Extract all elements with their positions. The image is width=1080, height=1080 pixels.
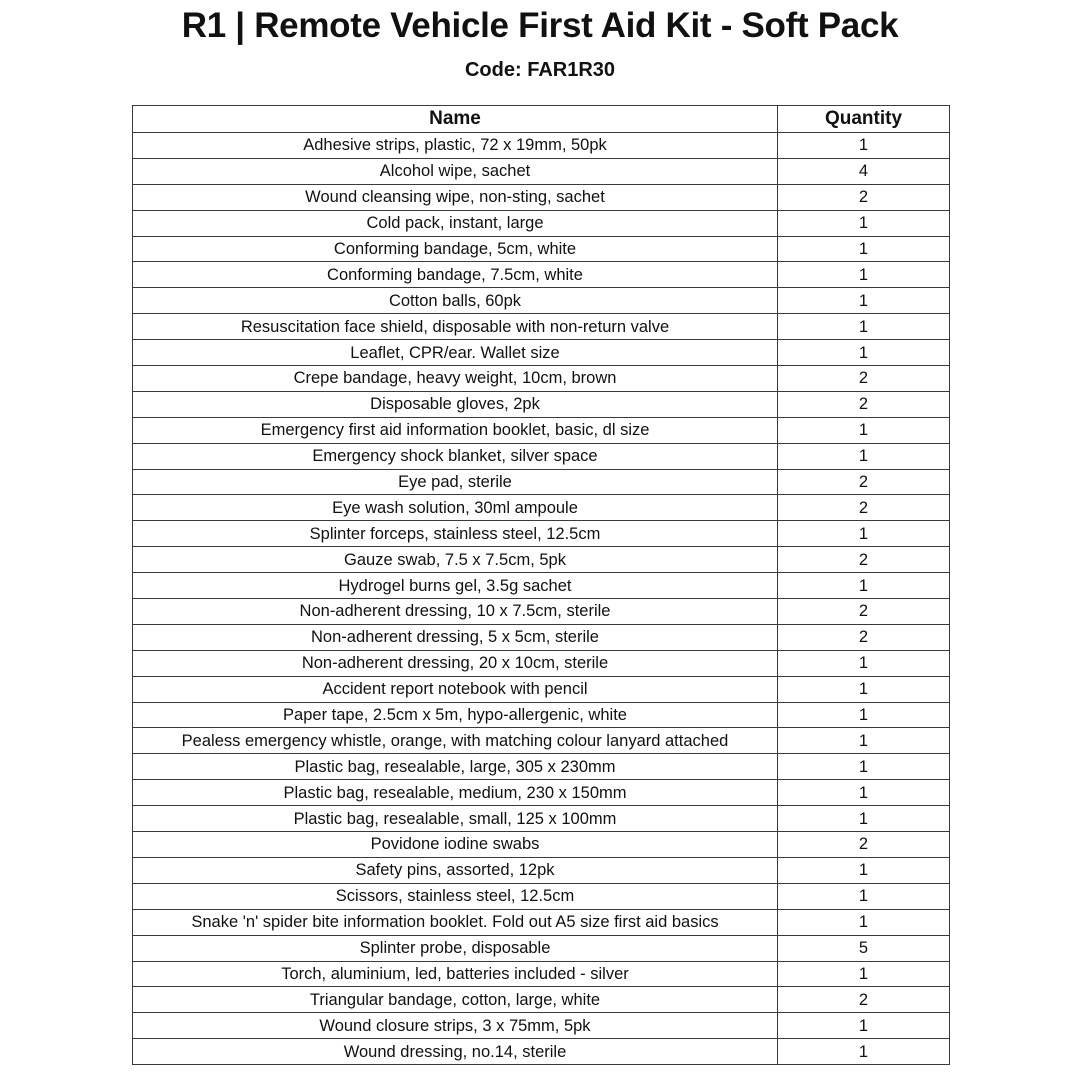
item-quantity-cell: 1	[778, 806, 950, 832]
item-name-cell: Accident report notebook with pencil	[133, 676, 778, 702]
item-name-cell: Splinter forceps, stainless steel, 12.5cm	[133, 521, 778, 547]
table-row	[133, 340, 950, 366]
item-quantity-cell: 1	[778, 133, 950, 159]
table-row	[133, 262, 950, 288]
item-name-cell: Cotton balls, 60pk	[133, 288, 778, 314]
table-row	[133, 1013, 950, 1039]
table-body	[133, 133, 950, 1065]
product-code: Code: FAR1R30	[464, 59, 616, 81]
table-row	[133, 443, 950, 469]
item-name-cell: Pealess emergency whistle, orange, with matching colour lanyard attached	[133, 728, 778, 754]
item-name-cell: Leaflet, CPR/ear. Wallet size	[133, 340, 778, 366]
item-name-cell: Wound dressing, no.14, sterile	[133, 1039, 778, 1065]
item-quantity-cell: 5	[778, 935, 950, 961]
column-header-name: Name	[133, 106, 778, 133]
kit-contents-table	[132, 105, 950, 1065]
table-row	[133, 754, 950, 780]
table-row	[133, 599, 950, 625]
table-row	[133, 909, 950, 935]
page-title: R1 | Remote Vehicle First Aid Kit - Soft Pack	[181, 6, 899, 45]
item-name-cell: Non-adherent dressing, 5 x 5cm, sterile	[133, 624, 778, 650]
item-name-cell: Wound closure strips, 3 x 75mm, 5pk	[133, 1013, 778, 1039]
item-quantity-cell: 2	[778, 391, 950, 417]
item-quantity-cell: 2	[778, 547, 950, 573]
item-quantity-cell: 2	[778, 184, 950, 210]
table-row	[133, 961, 950, 987]
table-row	[133, 417, 950, 443]
item-name-cell: Plastic bag, resealable, large, 305 x 230mm	[133, 754, 778, 780]
item-name-cell: Resuscitation face shield, disposable with non-return valve	[133, 314, 778, 340]
table-row	[133, 806, 950, 832]
item-quantity-cell: 1	[778, 754, 950, 780]
item-quantity-cell: 2	[778, 469, 950, 495]
item-name-cell: Gauze swab, 7.5 x 7.5cm, 5pk	[133, 547, 778, 573]
table-row	[133, 1039, 950, 1065]
table-row	[133, 780, 950, 806]
table-row	[133, 288, 950, 314]
table-row	[133, 857, 950, 883]
item-name-cell: Plastic bag, resealable, small, 125 x 100mm	[133, 806, 778, 832]
item-quantity-cell: 1	[778, 210, 950, 236]
item-name-cell: Emergency shock blanket, silver space	[133, 443, 778, 469]
table-row	[133, 650, 950, 676]
item-quantity-cell: 4	[778, 158, 950, 184]
item-quantity-cell: 1	[778, 417, 950, 443]
item-name-cell: Splinter probe, disposable	[133, 935, 778, 961]
item-name-cell: Plastic bag, resealable, medium, 230 x 150mm	[133, 780, 778, 806]
item-quantity-cell: 1	[778, 780, 950, 806]
table-row	[133, 133, 950, 159]
table-row	[133, 158, 950, 184]
item-name-cell: Eye wash solution, 30ml ampoule	[133, 495, 778, 521]
item-name-cell: Emergency first aid information booklet, basic, dl size	[133, 417, 778, 443]
column-header-quantity: Quantity	[778, 106, 950, 133]
item-name-cell: Cold pack, instant, large	[133, 210, 778, 236]
item-name-cell: Povidone iodine swabs	[133, 832, 778, 858]
item-name-cell: Alcohol wipe, sachet	[133, 158, 778, 184]
item-quantity-cell: 2	[778, 495, 950, 521]
table-row	[133, 521, 950, 547]
item-quantity-cell: 1	[778, 961, 950, 987]
item-name-cell: Safety pins, assorted, 12pk	[133, 857, 778, 883]
item-quantity-cell: 1	[778, 1039, 950, 1065]
table-row	[133, 210, 950, 236]
item-name-cell: Wound cleansing wipe, non-sting, sachet	[133, 184, 778, 210]
table-header-row	[133, 106, 950, 133]
item-quantity-cell: 2	[778, 832, 950, 858]
table-row	[133, 883, 950, 909]
item-quantity-cell: 1	[778, 728, 950, 754]
item-quantity-cell: 1	[778, 702, 950, 728]
table-row	[133, 832, 950, 858]
item-name-cell: Triangular bandage, cotton, large, white	[133, 987, 778, 1013]
item-quantity-cell: 1	[778, 262, 950, 288]
item-name-cell: Hydrogel burns gel, 3.5g sachet	[133, 573, 778, 599]
table-row	[133, 236, 950, 262]
table-row	[133, 469, 950, 495]
table-row	[133, 676, 950, 702]
table-row	[133, 573, 950, 599]
item-name-cell: Disposable gloves, 2pk	[133, 391, 778, 417]
item-quantity-cell: 1	[778, 676, 950, 702]
item-quantity-cell: 1	[778, 236, 950, 262]
item-quantity-cell: 1	[778, 443, 950, 469]
item-name-cell: Paper tape, 2.5cm x 5m, hypo-allergenic, white	[133, 702, 778, 728]
table-row	[133, 391, 950, 417]
item-quantity-cell: 1	[778, 909, 950, 935]
table-row	[133, 987, 950, 1013]
item-name-cell: Torch, aluminium, led, batteries included - silver	[133, 961, 778, 987]
item-quantity-cell: 1	[778, 650, 950, 676]
table-row	[133, 624, 950, 650]
item-quantity-cell: 2	[778, 987, 950, 1013]
table-row	[133, 184, 950, 210]
table-row	[133, 314, 950, 340]
item-quantity-cell: 2	[778, 624, 950, 650]
item-name-cell: Crepe bandage, heavy weight, 10cm, brown	[133, 366, 778, 392]
item-name-cell: Conforming bandage, 5cm, white	[133, 236, 778, 262]
item-quantity-cell: 1	[778, 314, 950, 340]
item-quantity-cell: 1	[778, 857, 950, 883]
item-name-cell: Snake 'n' spider bite information booklet. Fold out A5 size first aid basics	[133, 909, 778, 935]
item-quantity-cell: 1	[778, 340, 950, 366]
item-quantity-cell: 1	[778, 288, 950, 314]
table-row	[133, 495, 950, 521]
item-quantity-cell: 1	[778, 1013, 950, 1039]
item-name-cell: Non-adherent dressing, 10 x 7.5cm, sterile	[133, 599, 778, 625]
table-row	[133, 366, 950, 392]
item-name-cell: Adhesive strips, plastic, 72 x 19mm, 50pk	[133, 133, 778, 159]
item-name-cell: Scissors, stainless steel, 12.5cm	[133, 883, 778, 909]
item-quantity-cell: 2	[778, 366, 950, 392]
table-row	[133, 547, 950, 573]
item-quantity-cell: 1	[778, 573, 950, 599]
item-name-cell: Non-adherent dressing, 20 x 10cm, sterile	[133, 650, 778, 676]
table-row	[133, 935, 950, 961]
item-quantity-cell: 1	[778, 521, 950, 547]
item-quantity-cell: 2	[778, 599, 950, 625]
item-name-cell: Eye pad, sterile	[133, 469, 778, 495]
item-name-cell: Conforming bandage, 7.5cm, white	[133, 262, 778, 288]
table-row	[133, 728, 950, 754]
item-quantity-cell: 1	[778, 883, 950, 909]
table-row	[133, 702, 950, 728]
